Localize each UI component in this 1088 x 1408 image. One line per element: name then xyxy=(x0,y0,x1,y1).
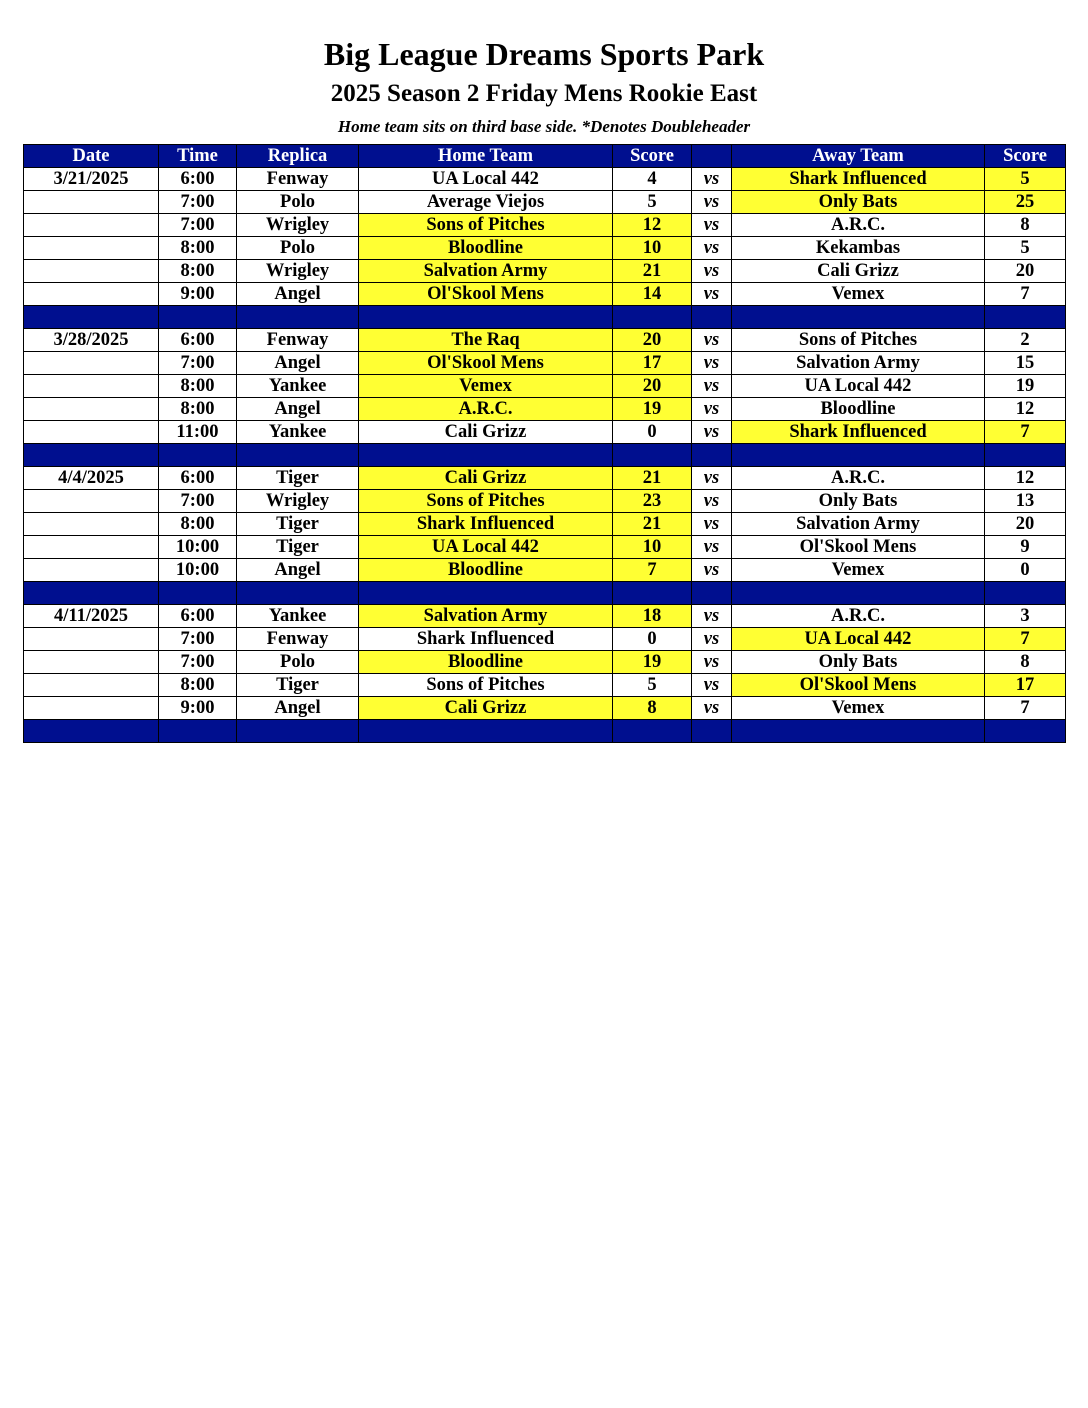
week-separator-row xyxy=(24,720,1066,743)
separator-cell xyxy=(159,582,237,605)
away-score-cell: 0 xyxy=(985,559,1066,582)
game-row xyxy=(24,191,1066,214)
time-cell: 6:00 xyxy=(159,329,237,352)
home-team-cell: Bloodline xyxy=(359,237,613,260)
replica-cell: Yankee xyxy=(237,421,359,444)
time-cell: 7:00 xyxy=(159,191,237,214)
replica-cell: Angel xyxy=(237,697,359,720)
home-team-cell: Shark Influenced xyxy=(359,513,613,536)
time-cell: 8:00 xyxy=(159,674,237,697)
away-score-cell: 5 xyxy=(985,168,1066,191)
column-header-away-team: Away Team xyxy=(732,145,985,168)
home-team-cell: Sons of Pitches xyxy=(359,490,613,513)
home-team-cell: Salvation Army xyxy=(359,605,613,628)
date-cell xyxy=(24,352,159,375)
away-team-cell: UA Local 442 xyxy=(732,628,985,651)
separator-cell xyxy=(985,444,1066,467)
vs-cell: vs xyxy=(692,697,732,720)
game-row xyxy=(24,168,1066,191)
vs-cell: vs xyxy=(692,467,732,490)
home-team-cell: Ol'Skool Mens xyxy=(359,283,613,306)
vs-cell: vs xyxy=(692,191,732,214)
home-score-cell: 21 xyxy=(613,467,692,490)
away-score-cell: 20 xyxy=(985,260,1066,283)
separator-cell xyxy=(237,306,359,329)
replica-cell: Tiger xyxy=(237,674,359,697)
home-score-cell: 20 xyxy=(613,375,692,398)
vs-cell: vs xyxy=(692,329,732,352)
game-row xyxy=(24,559,1066,582)
home-team-cell: Shark Influenced xyxy=(359,628,613,651)
vs-cell: vs xyxy=(692,651,732,674)
game-row xyxy=(24,421,1066,444)
away-team-cell: Vemex xyxy=(732,283,985,306)
away-team-cell: UA Local 442 xyxy=(732,375,985,398)
column-header-away-score: Score xyxy=(985,145,1066,168)
time-cell: 8:00 xyxy=(159,375,237,398)
separator-cell xyxy=(613,306,692,329)
game-row xyxy=(24,260,1066,283)
vs-cell: vs xyxy=(692,237,732,260)
away-score-cell: 9 xyxy=(985,536,1066,559)
home-team-cell: Average Viejos xyxy=(359,191,613,214)
game-row xyxy=(24,467,1066,490)
home-team-cell: Bloodline xyxy=(359,651,613,674)
separator-cell xyxy=(985,582,1066,605)
away-team-cell: Cali Grizz xyxy=(732,260,985,283)
date-cell: 4/4/2025 xyxy=(24,467,159,490)
home-score-cell: 7 xyxy=(613,559,692,582)
home-score-cell: 0 xyxy=(613,421,692,444)
time-cell: 7:00 xyxy=(159,214,237,237)
away-team-cell: Ol'Skool Mens xyxy=(732,536,985,559)
game-row xyxy=(24,214,1066,237)
home-team-cell: Sons of Pitches xyxy=(359,674,613,697)
separator-cell xyxy=(237,444,359,467)
replica-cell: Fenway xyxy=(237,628,359,651)
replica-cell: Fenway xyxy=(237,329,359,352)
home-team-cell: Vemex xyxy=(359,375,613,398)
separator-cell xyxy=(159,306,237,329)
away-team-cell: Ol'Skool Mens xyxy=(732,674,985,697)
header-row xyxy=(24,145,1066,168)
date-cell xyxy=(24,697,159,720)
separator-cell xyxy=(692,306,732,329)
home-score-cell: 20 xyxy=(613,329,692,352)
date-cell xyxy=(24,674,159,697)
column-header-date: Date xyxy=(24,145,159,168)
page-subtitle: 2025 Season 2 Friday Mens Rookie East xyxy=(330,80,758,107)
replica-cell: Angel xyxy=(237,352,359,375)
game-row xyxy=(24,674,1066,697)
home-score-cell: 21 xyxy=(613,513,692,536)
date-cell xyxy=(24,490,159,513)
away-score-cell: 3 xyxy=(985,605,1066,628)
date-cell: 4/11/2025 xyxy=(24,605,159,628)
home-score-cell: 19 xyxy=(613,398,692,421)
home-team-cell: Bloodline xyxy=(359,559,613,582)
vs-cell: vs xyxy=(692,283,732,306)
vs-cell: vs xyxy=(692,536,732,559)
time-cell: 7:00 xyxy=(159,628,237,651)
home-score-cell: 8 xyxy=(613,697,692,720)
week-separator-row xyxy=(24,444,1066,467)
vs-cell: vs xyxy=(692,628,732,651)
vs-cell: vs xyxy=(692,513,732,536)
date-cell xyxy=(24,628,159,651)
separator-cell xyxy=(237,720,359,743)
game-row xyxy=(24,398,1066,421)
away-team-cell: Salvation Army xyxy=(732,513,985,536)
replica-cell: Polo xyxy=(237,191,359,214)
replica-cell: Wrigley xyxy=(237,490,359,513)
away-team-cell: Sons of Pitches xyxy=(732,329,985,352)
vs-cell: vs xyxy=(692,490,732,513)
home-score-cell: 5 xyxy=(613,674,692,697)
replica-cell: Tiger xyxy=(237,467,359,490)
home-score-cell: 19 xyxy=(613,651,692,674)
separator-cell xyxy=(613,582,692,605)
replica-cell: Yankee xyxy=(237,375,359,398)
away-score-cell: 8 xyxy=(985,651,1066,674)
away-team-cell: Bloodline xyxy=(732,398,985,421)
time-cell: 11:00 xyxy=(159,421,237,444)
separator-cell xyxy=(613,720,692,743)
time-cell: 8:00 xyxy=(159,237,237,260)
time-cell: 7:00 xyxy=(159,490,237,513)
separator-cell xyxy=(985,306,1066,329)
away-score-cell: 19 xyxy=(985,375,1066,398)
column-header-vs xyxy=(692,145,732,168)
home-score-cell: 23 xyxy=(613,490,692,513)
separator-cell xyxy=(359,306,613,329)
date-cell xyxy=(24,536,159,559)
time-cell: 6:00 xyxy=(159,605,237,628)
game-row xyxy=(24,513,1066,536)
away-team-cell: A.R.C. xyxy=(732,467,985,490)
date-cell xyxy=(24,237,159,260)
away-score-cell: 12 xyxy=(985,467,1066,490)
separator-cell xyxy=(24,444,159,467)
game-row xyxy=(24,628,1066,651)
vs-cell: vs xyxy=(692,260,732,283)
replica-cell: Tiger xyxy=(237,536,359,559)
date-cell: 3/28/2025 xyxy=(24,329,159,352)
away-score-cell: 12 xyxy=(985,398,1066,421)
date-cell: 3/21/2025 xyxy=(24,168,159,191)
game-row xyxy=(24,605,1066,628)
separator-cell xyxy=(692,720,732,743)
separator-cell xyxy=(24,720,159,743)
vs-cell: vs xyxy=(692,352,732,375)
vs-cell: vs xyxy=(692,168,732,191)
home-score-cell: 12 xyxy=(613,214,692,237)
date-cell xyxy=(24,214,159,237)
home-team-cell: Sons of Pitches xyxy=(359,214,613,237)
time-cell: 8:00 xyxy=(159,260,237,283)
away-team-cell: Salvation Army xyxy=(732,352,985,375)
away-team-cell: A.R.C. xyxy=(732,214,985,237)
replica-cell: Wrigley xyxy=(237,260,359,283)
home-score-cell: 4 xyxy=(613,168,692,191)
home-score-cell: 5 xyxy=(613,191,692,214)
separator-cell xyxy=(985,720,1066,743)
away-score-cell: 7 xyxy=(985,421,1066,444)
replica-cell: Tiger xyxy=(237,513,359,536)
page-title: Big League Dreams Sports Park xyxy=(323,36,765,72)
separator-cell xyxy=(359,582,613,605)
time-cell: 10:00 xyxy=(159,559,237,582)
game-row xyxy=(24,536,1066,559)
game-row xyxy=(24,237,1066,260)
time-cell: 7:00 xyxy=(159,352,237,375)
game-row xyxy=(24,651,1066,674)
column-header-home-team: Home Team xyxy=(359,145,613,168)
replica-cell: Fenway xyxy=(237,168,359,191)
home-score-cell: 10 xyxy=(613,237,692,260)
away-team-cell: Only Bats xyxy=(732,191,985,214)
separator-cell xyxy=(24,582,159,605)
separator-cell xyxy=(159,720,237,743)
replica-cell: Angel xyxy=(237,398,359,421)
separator-cell xyxy=(24,306,159,329)
game-row xyxy=(24,329,1066,352)
away-score-cell: 8 xyxy=(985,214,1066,237)
separator-cell xyxy=(237,582,359,605)
week-separator-row xyxy=(24,306,1066,329)
away-team-cell: Kekambas xyxy=(732,237,985,260)
separator-cell xyxy=(732,306,985,329)
date-cell xyxy=(24,651,159,674)
separator-cell xyxy=(692,582,732,605)
away-team-cell: Vemex xyxy=(732,559,985,582)
separator-cell xyxy=(732,720,985,743)
away-score-cell: 5 xyxy=(985,237,1066,260)
replica-cell: Yankee xyxy=(237,605,359,628)
away-score-cell: 20 xyxy=(985,513,1066,536)
time-cell: 8:00 xyxy=(159,398,237,421)
game-row xyxy=(24,352,1066,375)
game-row xyxy=(24,490,1066,513)
separator-cell xyxy=(613,444,692,467)
time-cell: 10:00 xyxy=(159,536,237,559)
date-cell xyxy=(24,513,159,536)
away-score-cell: 17 xyxy=(985,674,1066,697)
home-score-cell: 21 xyxy=(613,260,692,283)
game-row xyxy=(24,697,1066,720)
schedule-body xyxy=(24,168,1066,743)
away-team-cell: Only Bats xyxy=(732,490,985,513)
vs-cell: vs xyxy=(692,674,732,697)
date-cell xyxy=(24,191,159,214)
away-team-cell: Shark Influenced xyxy=(732,421,985,444)
vs-cell: vs xyxy=(692,605,732,628)
away-score-cell: 25 xyxy=(985,191,1066,214)
home-team-cell: UA Local 442 xyxy=(359,168,613,191)
vs-cell: vs xyxy=(692,421,732,444)
separator-cell xyxy=(359,720,613,743)
vs-cell: vs xyxy=(692,559,732,582)
date-cell xyxy=(24,421,159,444)
away-score-cell: 15 xyxy=(985,352,1066,375)
home-team-cell: UA Local 442 xyxy=(359,536,613,559)
away-team-cell: Only Bats xyxy=(732,651,985,674)
replica-cell: Wrigley xyxy=(237,214,359,237)
home-team-cell: The Raq xyxy=(359,329,613,352)
away-score-cell: 7 xyxy=(985,283,1066,306)
away-score-cell: 7 xyxy=(985,628,1066,651)
separator-cell xyxy=(359,444,613,467)
away-team-cell: Shark Influenced xyxy=(732,168,985,191)
home-score-cell: 17 xyxy=(613,352,692,375)
away-score-cell: 7 xyxy=(985,697,1066,720)
time-cell: 9:00 xyxy=(159,697,237,720)
time-cell: 7:00 xyxy=(159,651,237,674)
replica-cell: Angel xyxy=(237,283,359,306)
date-cell xyxy=(24,260,159,283)
separator-cell xyxy=(732,582,985,605)
vs-cell: vs xyxy=(692,398,732,421)
replica-cell: Polo xyxy=(237,651,359,674)
home-team-cell: A.R.C. xyxy=(359,398,613,421)
home-team-cell: Cali Grizz xyxy=(359,467,613,490)
week-separator-row xyxy=(24,582,1066,605)
date-cell xyxy=(24,283,159,306)
date-cell xyxy=(24,559,159,582)
away-score-cell: 2 xyxy=(985,329,1066,352)
date-cell xyxy=(24,375,159,398)
replica-cell: Angel xyxy=(237,559,359,582)
column-header-time: Time xyxy=(159,145,237,168)
time-cell: 9:00 xyxy=(159,283,237,306)
date-cell xyxy=(24,398,159,421)
column-header-replica: Replica xyxy=(237,145,359,168)
vs-cell: vs xyxy=(692,214,732,237)
home-score-cell: 18 xyxy=(613,605,692,628)
replica-cell: Polo xyxy=(237,237,359,260)
separator-cell xyxy=(692,444,732,467)
home-score-cell: 10 xyxy=(613,536,692,559)
schedule-table xyxy=(23,144,1066,743)
home-team-cell: Cali Grizz xyxy=(359,421,613,444)
time-cell: 6:00 xyxy=(159,467,237,490)
away-score-cell: 13 xyxy=(985,490,1066,513)
game-row xyxy=(24,375,1066,398)
home-team-cell: Salvation Army xyxy=(359,260,613,283)
home-team-cell: Cali Grizz xyxy=(359,697,613,720)
separator-cell xyxy=(732,444,985,467)
home-team-cell: Ol'Skool Mens xyxy=(359,352,613,375)
away-team-cell: Vemex xyxy=(732,697,985,720)
separator-cell xyxy=(159,444,237,467)
vs-cell: vs xyxy=(692,375,732,398)
time-cell: 8:00 xyxy=(159,513,237,536)
column-header-home-score: Score xyxy=(613,145,692,168)
home-score-cell: 14 xyxy=(613,283,692,306)
doubleheader-note: Home team sits on third base side. *Denotes Doubleheader xyxy=(337,117,751,136)
home-score-cell: 0 xyxy=(613,628,692,651)
away-team-cell: A.R.C. xyxy=(732,605,985,628)
time-cell: 6:00 xyxy=(159,168,237,191)
game-row xyxy=(24,283,1066,306)
